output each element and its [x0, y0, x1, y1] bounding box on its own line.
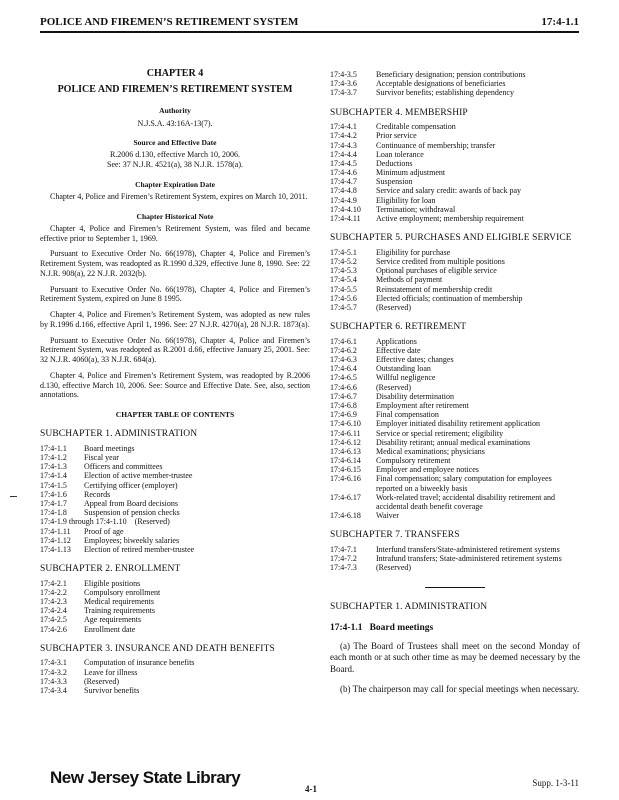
- toc-entry: [330, 205, 580, 214]
- left-column: [40, 60, 310, 695]
- toc-entry: [330, 474, 580, 492]
- toc-entry: [330, 337, 580, 346]
- toc-section-number: 17:4-6.10: [330, 419, 361, 429]
- toc-entry: [40, 462, 310, 471]
- toc-entry: [330, 168, 580, 177]
- history-paragraph: Pursuant to Executive Order No. 66(1978), Chapter 4, Police and Firemen’s Retirement System, was readopted as R.2001 d.66, effective January 25, 2001. See: 32 N.J.R. 4060(a), 33 N.J.R. 684(a).: [40, 335, 310, 365]
- toc-section-title: Interfund transfers/State-administered retirement systems: [376, 545, 560, 554]
- toc-entry: [330, 410, 580, 419]
- subchapter-6-list: [330, 337, 580, 521]
- toc-section-title: Service or special retirement; eligibility: [376, 428, 504, 438]
- toc-entry: [330, 383, 580, 392]
- toc-entry: [40, 499, 310, 508]
- toc-entry: [330, 131, 580, 140]
- toc-section-number: 17:4-5.7: [330, 302, 357, 312]
- toc-section-number: 17:4-7.2: [330, 554, 357, 564]
- toc-entry: [40, 677, 310, 686]
- toc-entry: [330, 511, 580, 520]
- toc-entry: [330, 419, 580, 428]
- toc-entry: [330, 266, 580, 275]
- toc-entry: [40, 471, 310, 480]
- expiration-heading: Chapter Expiration Date: [135, 179, 215, 189]
- toc-section-title: Employees; biweekly salaries: [84, 535, 180, 545]
- toc-section-number: 17:4-1.12: [40, 535, 71, 545]
- body-subchapter-title: SUBCHAPTER 1. ADMINISTRATION: [330, 601, 488, 612]
- toc-entry: [330, 373, 580, 382]
- toc-section-title: Final compensation; salary computation for employees reported on a biweekly basis: [376, 474, 552, 493]
- library-name: New Jersey State Library: [50, 768, 241, 787]
- toc-section-number: 17:4-4.7: [330, 177, 357, 187]
- toc-section-title: (Reserved): [376, 563, 412, 573]
- history-paragraph: Chapter 4, Police and Firemen’s Retirement System, was adopted as new rules by R.1996 d.166, effective April 1, 1996. See: 27 N.J.R. 4270(a), 28 N.J.R. 1873(a).: [40, 310, 310, 329]
- toc-section-number: 17:4-5.4: [330, 275, 357, 285]
- paragraph-a: (a) The Board of Trustees shall meet on the second Monday of each month or at such other time as may be deemed necessary by the Board.: [330, 640, 580, 675]
- toc-section-title: Officers and committees: [84, 462, 163, 472]
- toc-section-title: Service and salary credit: awards of back pay: [376, 186, 522, 196]
- subchapter-5-title: SUBCHAPTER 5. PURCHASES AND ELIGIBLE SERVICE: [330, 233, 572, 244]
- history-heading: Chapter Historical Note: [136, 211, 214, 221]
- toc-section-title: Medical requirements: [84, 597, 154, 607]
- toc-entry: [40, 588, 310, 597]
- running-header: [40, 6, 579, 33]
- subchapter-1-list: [40, 444, 310, 554]
- toc-section-title: Proof of age: [84, 526, 124, 536]
- toc-section-number: 17:4-6.7: [330, 391, 357, 401]
- toc-section-title: Effective date: [376, 345, 421, 355]
- toc-section-number: 17:4-4.9: [330, 195, 357, 205]
- toc-entry: [330, 554, 580, 563]
- toc-section-title: (Reserved): [376, 302, 412, 312]
- toc-section-title: Appeal from Board decisions: [84, 499, 178, 509]
- toc-entry: [330, 79, 580, 88]
- toc-section-number: 17:4-3.7: [330, 88, 357, 98]
- subchapter-6-title: SUBCHAPTER 6. RETIREMENT: [330, 322, 467, 333]
- toc-section-number: 17:4-4.2: [330, 131, 357, 141]
- toc-entry: [40, 668, 310, 677]
- toc-section-number: 17:4-1.4: [40, 471, 67, 481]
- expiration-text: Chapter 4, Police and Firemen’s Retirement System, expires on March 10, 2011.: [50, 192, 308, 202]
- toc-section-title: Intrafund transfers; State-administered retirement systems: [376, 554, 562, 564]
- toc-entry: [330, 122, 580, 131]
- toc-section-number: 17:4-3.6: [330, 79, 357, 89]
- toc-entry: [40, 453, 310, 462]
- subchapter-1-title: SUBCHAPTER 1. ADMINISTRATION: [40, 429, 198, 440]
- toc-entry: [330, 392, 580, 401]
- toc-entry: [330, 196, 580, 205]
- toc-section-title: Enrollment date: [84, 624, 136, 634]
- toc-section-number: 17:4-6.5: [330, 373, 357, 383]
- chapter-number: CHAPTER 4: [146, 68, 204, 79]
- toc-entry: [40, 686, 310, 695]
- toc-section-number: 17:4-3.2: [40, 667, 67, 677]
- section-heading: [330, 623, 580, 635]
- toc-section-title: Willful negligence: [376, 373, 436, 383]
- history-paragraph: Chapter 4, Police and Firemen’s Retirement System, was readopted by R.2006 d.130, effective March 10, 2006. See: Source and Effective Date. See, also, section annotations.: [40, 370, 310, 400]
- authority-heading: Authority: [159, 106, 191, 116]
- toc-entry: [330, 438, 580, 447]
- toc-section-number: 17:4-6.8: [330, 400, 357, 410]
- toc-section-title: Computation of insurance benefits: [84, 658, 195, 668]
- toc-section-number: 17:4-4.1: [330, 122, 357, 132]
- toc-section-number: 17:4-6.9: [330, 410, 357, 420]
- toc-entry: [330, 177, 580, 186]
- toc-entry: [40, 625, 310, 634]
- toc-entry: [330, 545, 580, 554]
- toc-entry: [40, 481, 310, 490]
- toc-entry: [330, 285, 580, 294]
- toc-section-title: Loan tolerance: [376, 149, 424, 159]
- toc-section-number: 17:4-1.13: [40, 544, 71, 554]
- section-title: Board meetings: [369, 623, 434, 634]
- toc-entry: [330, 401, 580, 410]
- toc-section-number: 17:4-3.1: [40, 658, 67, 668]
- toc-section-number: 17:4-1.6: [40, 489, 67, 499]
- toc-entry: [330, 346, 580, 355]
- toc-section-number: 17:4-1.1: [40, 443, 67, 453]
- toc-section-title: Election of active member-trustee: [84, 471, 193, 481]
- toc-entry: [40, 527, 310, 536]
- toc-entry: [40, 444, 310, 453]
- toc-entry: [330, 447, 580, 456]
- header-title: POLICE AND FIREMEN’S RETIREMENT SYSTEM: [40, 16, 299, 28]
- toc-section-number: 17:4-4.6: [330, 168, 357, 178]
- toc-section-number: 17:4-5.3: [330, 266, 357, 276]
- toc-entry: [330, 275, 580, 284]
- subchapter-7-title: SUBCHAPTER 7. TRANSFERS: [330, 530, 460, 541]
- history-paragraph: Pursuant to Executive Order No. 66(1978), Chapter 4, Police and Firemen’s Retirement System, expired on June 8 1995.: [40, 284, 310, 304]
- toc-entry: [330, 355, 580, 364]
- toc-section-title: Work-related travel; accidental disability retirement and accidental death benefit coverage: [376, 492, 556, 512]
- toc-section-title: Methods of payment: [376, 275, 443, 285]
- toc-section-title: Disability determination: [376, 391, 454, 401]
- toc-section-number: 17:4-4.5: [330, 158, 357, 168]
- toc-section-title: Disability retirant; annual medical examinations: [376, 437, 531, 447]
- toc-entry: [330, 159, 580, 168]
- toc-section-number: 17:4-1.3: [40, 462, 67, 472]
- toc-section-number: 17:4-2.3: [40, 597, 67, 607]
- source-heading: Source and Effective Date: [133, 138, 217, 148]
- toc-entry: [330, 70, 580, 79]
- toc-entry: [40, 658, 310, 667]
- toc-section-title: Leave for illness: [84, 667, 138, 677]
- toc-entry: [40, 490, 310, 499]
- toc-section-number: 17:4-6.11: [330, 428, 361, 438]
- toc-entry: [40, 517, 310, 526]
- history-notes: [40, 224, 310, 400]
- toc-entry: [330, 465, 580, 474]
- toc-section-title: Active employment; membership requirement: [376, 214, 524, 224]
- toc-entry: [330, 141, 580, 150]
- toc-section-number: 17:4-4.4: [330, 149, 357, 159]
- supplement-date: Supp. 1-3-11: [532, 778, 579, 788]
- toc-section-number: 17:4-2.1: [40, 578, 67, 588]
- toc-section-title: Deductions: [376, 158, 413, 168]
- toc-section-title: Eligible positions: [84, 578, 141, 588]
- toc-section-title: Termination; withdrawal: [376, 204, 456, 214]
- toc-section-title: Employer and employee notices: [376, 465, 479, 475]
- toc-section-number: 17:4-1.5: [40, 480, 67, 490]
- toc-section-number: 17:4-6.14: [330, 456, 361, 466]
- chapter-title: POLICE AND FIREMEN’S RETIREMENT SYSTEM: [57, 84, 293, 96]
- history-paragraph: Chapter 4, Police and Firemen’s Retirement System, was filed and became effective prior to September 1, 1969.: [40, 223, 310, 243]
- toc-section-title: Outstanding loan: [376, 364, 431, 374]
- toc-section-number: 17:4-1.2: [40, 453, 67, 463]
- toc-section-number: 17:4-2.5: [40, 615, 67, 625]
- toc-entry: [40, 545, 310, 554]
- toc-section-title: (Reserved): [376, 382, 412, 392]
- toc-section-title: Employment after retirement: [376, 400, 469, 410]
- toc-section-title: Survivor benefits: [84, 686, 140, 695]
- toc-section-title: Fiscal year: [84, 453, 119, 463]
- toc-section-title: Certifying officer (employer): [84, 480, 178, 490]
- toc-section-title: Eligibility for loan: [376, 195, 436, 205]
- toc-section-title: Creditable compensation: [376, 122, 456, 132]
- subchapter-7-list: [330, 545, 580, 573]
- subchapter-4-title: SUBCHAPTER 4. MEMBERSHIP: [330, 107, 468, 118]
- toc-section-number: 17:4-5.6: [330, 293, 357, 303]
- toc-section-number: 17:4-5.1: [330, 247, 357, 257]
- toc-section-number: 17:4-6.3: [330, 355, 357, 365]
- source-line2: See: 37 N.J.R. 4521(a), 38 N.J.R. 1578(a).: [107, 160, 243, 170]
- subchapter-2-list: [40, 579, 310, 634]
- toc-section-number: 17:4-6.12: [330, 437, 361, 447]
- toc-section-number: 17:4-6.13: [330, 446, 361, 456]
- toc-section-number: 17:4-4.10: [330, 204, 361, 214]
- subchapter-2-title: SUBCHAPTER 2. ENROLLMENT: [40, 564, 181, 575]
- toc-section-title: Reinstatement of membership credit: [376, 284, 493, 294]
- toc-section-number: 17:4-3.4: [40, 686, 67, 695]
- toc-section-number: 17:4-4.3: [330, 140, 357, 150]
- toc-section-number: 17:4-2.2: [40, 587, 67, 597]
- toc-entry: [40, 606, 310, 615]
- toc-section-title: Compulsory enrollment: [84, 587, 161, 597]
- toc-section-title: Eligibility for purchase: [376, 247, 451, 257]
- section-divider: [425, 587, 485, 588]
- toc-section-title: Elected officials; continuation of membership: [376, 293, 523, 303]
- toc-section-number: 17:4-5.5: [330, 284, 357, 294]
- toc-section-number: 17:4-6.16: [330, 474, 361, 484]
- toc-section-number: 17:4-7.3: [330, 563, 357, 573]
- toc-entry: [330, 88, 580, 97]
- toc-entry: [330, 303, 580, 312]
- toc-section-number: 17:4-6.4: [330, 364, 357, 374]
- subchapter-4-list: [330, 122, 580, 223]
- toc-section-title: Prior service: [376, 131, 417, 141]
- margin-change-mark: [10, 496, 17, 497]
- toc-entry: [330, 456, 580, 465]
- toc-section-title: Final compensation: [376, 410, 439, 420]
- subchapter-3-list-continued: [330, 70, 580, 98]
- toc-entry: [40, 508, 310, 517]
- toc-entry: [40, 615, 310, 624]
- toc-section-number: 17:4-2.6: [40, 624, 67, 634]
- toc-section-number: 17:4-6.2: [330, 345, 357, 355]
- toc-section-title: Acceptable designations of beneficiaries: [376, 79, 506, 89]
- toc-section-number: 17:4-5.2: [330, 256, 357, 266]
- toc-section-title: Continuance of membership; transfer: [376, 140, 496, 150]
- toc-section-title: Training requirements: [84, 606, 156, 616]
- toc-entry: [330, 150, 580, 159]
- toc-section-number: 17:4-4.8: [330, 186, 357, 196]
- toc-entry: [330, 364, 580, 373]
- toc-entry: [330, 563, 580, 572]
- toc-section-number: 17:4-1.11: [40, 526, 71, 536]
- toc-entry: [40, 579, 310, 588]
- page-number: 4-1: [305, 784, 317, 794]
- toc-section-number: 17:4-7.1: [330, 545, 357, 554]
- toc-entry: [330, 294, 580, 303]
- history-paragraph: Pursuant to Executive Order No. 66(1978), Chapter 4, Police and Firemen’s Retirement System, was readopted as R.1990 d.329, effective June 8, 1990. See: 22 N.J.R. 908(a), 22 N.J.R. 2032(b).: [40, 249, 310, 278]
- right-column: [330, 70, 580, 703]
- toc-entry: [330, 257, 580, 266]
- toc-section-title: Age requirements: [84, 615, 142, 625]
- toc-section-number: 17:4-1.7: [40, 499, 67, 509]
- toc-entry: [40, 597, 310, 606]
- toc-section-title: Minimum adjustment: [376, 168, 446, 178]
- toc-section-title: (Reserved): [84, 676, 120, 686]
- toc-section-title: Waiver: [376, 511, 399, 521]
- toc-entry: [330, 248, 580, 257]
- toc-section-number: 17:4-1.8: [40, 508, 67, 518]
- toc-section-title: Board meetings: [84, 443, 135, 453]
- toc-section-title: (Reserved): [134, 517, 170, 527]
- section-number: 17:4-1.1: [330, 623, 363, 634]
- toc-section-title: Beneficiary designation; pension contributions: [376, 70, 526, 79]
- toc-entry: [330, 493, 580, 511]
- toc-heading: CHAPTER TABLE OF CONTENTS: [115, 410, 235, 420]
- subchapter-3-title: SUBCHAPTER 3. INSURANCE AND DEATH BENEFITS: [40, 643, 275, 654]
- toc-section-title: Effective dates; changes: [376, 355, 454, 365]
- toc-section-number: 17:4-6.18: [330, 511, 361, 521]
- toc-section-number: 17:4-4.11: [330, 214, 361, 224]
- toc-section-title: Suspension: [376, 177, 413, 187]
- paragraph-b: (b) The chairperson may call for special meetings when necessary.: [340, 683, 580, 694]
- source-line1: R.2006 d.130, effective March 10, 2006.: [109, 150, 241, 160]
- toc-section-number: 17:4-3.3: [40, 676, 67, 686]
- toc-section-number: 17:4-1.9 through 17:4-1.10: [40, 517, 127, 527]
- toc-entry: [40, 536, 310, 545]
- toc-section-title: Compulsory retirement: [376, 456, 451, 466]
- header-section: 17:4-1.1: [541, 16, 579, 28]
- toc-section-number: 17:4-6.6: [330, 382, 357, 392]
- toc-section-number: 17:4-6.1: [330, 336, 357, 346]
- authority-text: N.J.S.A. 43:16A-13(7).: [137, 118, 213, 128]
- toc-section-title: Applications: [376, 336, 417, 346]
- toc-section-title: Records: [84, 489, 111, 499]
- toc-section-number: 17:4-3.5: [330, 70, 357, 79]
- subchapter-3-list: [40, 658, 310, 695]
- toc-section-title: Medical examinations; physicians: [376, 446, 485, 456]
- toc-section-title: Election of retired member-trustee: [84, 544, 195, 554]
- toc-section-title: Suspension of pension checks: [84, 508, 180, 518]
- toc-section-number: 17:4-2.4: [40, 606, 67, 616]
- toc-section-title: Service credited from multiple positions: [376, 256, 505, 266]
- toc-entry: [330, 214, 580, 223]
- toc-section-number: 17:4-6.15: [330, 465, 361, 475]
- toc-section-title: Optional purchases of eligible service: [376, 266, 497, 276]
- toc-section-title: Survivor benefits; establishing dependency: [376, 88, 514, 98]
- subchapter-5-list: [330, 248, 580, 312]
- toc-section-title: Employer initiated disability retirement application: [376, 419, 540, 429]
- toc-section-number: 17:4-6.17: [330, 492, 361, 502]
- toc-entry: [330, 186, 580, 195]
- toc-entry: [330, 429, 580, 438]
